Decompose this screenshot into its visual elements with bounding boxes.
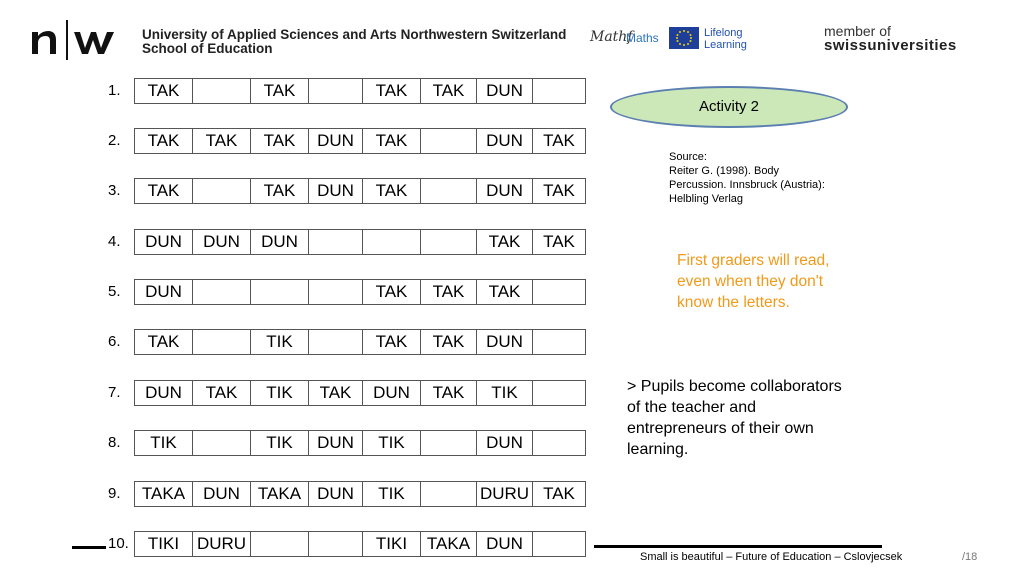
row-number: 7. <box>108 384 121 401</box>
member-of-label: member of <box>824 23 891 39</box>
row-number: 3. <box>108 182 121 199</box>
rhythm-cell: DUN <box>476 329 532 355</box>
rhythm-cell: DUN <box>308 481 362 507</box>
page-number: /18 <box>962 551 978 563</box>
rhythm-cell: TAK <box>362 128 420 154</box>
rhythm-cell: TAK <box>362 279 420 305</box>
rhythm-row <box>108 178 588 204</box>
row-number: 9. <box>108 485 121 502</box>
rhythm-cell <box>532 78 586 104</box>
rhythm-cell: TAK <box>250 78 308 104</box>
rhythm-cell: TAK <box>134 178 192 204</box>
row-number: 1. <box>108 82 121 99</box>
rhythm-cell: TAK <box>420 380 476 406</box>
rhythm-cell: TAK <box>532 229 586 255</box>
rhythm-cell: TIK <box>476 380 532 406</box>
rhythm-cell: DUN <box>134 380 192 406</box>
rhythm-cell: TAK <box>134 78 192 104</box>
lifelong-label: Lifelong <box>704 27 743 39</box>
rhythm-cell: DURU <box>476 481 532 507</box>
first-graders-note: First graders will read, even when they don't know the letters. <box>677 252 830 311</box>
footer-rule-left <box>72 546 106 549</box>
rhythm-cell: DURU <box>192 531 250 557</box>
rhythm-cell: TAK <box>192 128 250 154</box>
rhythm-row <box>108 380 588 406</box>
rhythm-cell: TIK <box>250 430 308 456</box>
rhythm-cell: TIK <box>250 329 308 355</box>
rhythm-row <box>108 531 588 557</box>
rhythm-cell: TIKI <box>362 531 420 557</box>
rhythm-cell: TAK <box>362 329 420 355</box>
rhythm-cell: DUN <box>476 531 532 557</box>
rhythm-cell <box>192 329 250 355</box>
rhythm-cell: DUN <box>362 380 420 406</box>
rhythm-cell: DUN <box>308 178 362 204</box>
rhythm-cell: TIK <box>362 481 420 507</box>
rhythm-cell: TAK <box>134 128 192 154</box>
rhythm-cell: DUN <box>250 229 308 255</box>
source-line-1: Source: <box>669 151 707 163</box>
source-citation <box>669 150 825 206</box>
rhythm-cell: DUN <box>192 229 250 255</box>
rhythm-cell: TAK <box>250 128 308 154</box>
row-number: 10. <box>108 535 129 552</box>
rhythm-cell <box>250 279 308 305</box>
rhythm-cell <box>362 229 420 255</box>
rhythm-cell <box>308 229 362 255</box>
maths-logo-script: Mathf <box>590 29 633 45</box>
source-line-3: Percussion. Innsbruck (Austria): <box>669 179 825 191</box>
rhythm-cell: TAK <box>420 329 476 355</box>
rhythm-cell <box>420 229 476 255</box>
row-number: 6. <box>108 333 121 350</box>
rhythm-cell: DUN <box>308 128 362 154</box>
rhythm-cell: TAK <box>532 128 586 154</box>
rhythm-cell: DUN <box>134 279 192 305</box>
rhythm-row <box>108 128 588 154</box>
footer-text: Small is beautiful – Future of Education – Cslovjecsek <box>640 551 903 563</box>
rhythm-cell <box>308 329 362 355</box>
row-number: 2. <box>108 132 121 149</box>
eu-flag-icon <box>669 27 699 49</box>
rhythm-cell: TAKA <box>250 481 308 507</box>
maths-logo-label: Maths <box>626 31 659 45</box>
rhythm-cell: TAK <box>134 329 192 355</box>
row-number: 4. <box>108 233 121 250</box>
school-name: School of Education <box>142 41 273 56</box>
rhythm-cell <box>192 178 250 204</box>
rhythm-cell: TAK <box>308 380 362 406</box>
rhythm-cell: TAK <box>362 178 420 204</box>
rhythm-cell: TIKI <box>134 531 192 557</box>
rhythm-cell <box>308 531 362 557</box>
rhythm-cell <box>532 430 586 456</box>
rhythm-cell <box>192 78 250 104</box>
fhnw-logo <box>30 16 122 62</box>
swissuniversities-logo: swissuniversities <box>824 37 957 54</box>
row-number: 5. <box>108 283 121 300</box>
activity-label: Activity 2 <box>698 98 759 115</box>
rhythm-cell: TIK <box>362 430 420 456</box>
rhythm-cell <box>532 531 586 557</box>
rhythm-cell <box>532 329 586 355</box>
rhythm-row <box>108 279 588 305</box>
rhythm-cell <box>192 279 250 305</box>
rhythm-row <box>108 78 588 104</box>
rhythm-cell <box>250 531 308 557</box>
rhythm-cell: DUN <box>308 430 362 456</box>
footer-rule-right <box>594 545 882 548</box>
rhythm-cell: TAK <box>420 279 476 305</box>
rhythm-cell: TAK <box>192 380 250 406</box>
rhythm-cell: TIK <box>134 430 192 456</box>
rhythm-cell: DUN <box>134 229 192 255</box>
rhythm-cell: DUN <box>476 430 532 456</box>
rhythm-cell: TAK <box>420 78 476 104</box>
rhythm-cell: DUN <box>476 128 532 154</box>
rhythm-cell <box>532 380 586 406</box>
rhythm-cell <box>420 128 476 154</box>
learning-label: Learning <box>704 39 747 51</box>
rhythm-row <box>108 430 588 456</box>
rhythm-cell: DUN <box>476 178 532 204</box>
source-line-2: Reiter G. (1998). Body <box>669 165 780 177</box>
rhythm-row <box>108 229 588 255</box>
rhythm-cell: TAK <box>532 481 586 507</box>
rhythm-cell: TAK <box>250 178 308 204</box>
rhythm-cell <box>420 430 476 456</box>
rhythm-cell: TIK <box>250 380 308 406</box>
rhythm-cell: TAK <box>532 178 586 204</box>
rhythm-cell <box>308 279 362 305</box>
rhythm-row <box>108 481 588 507</box>
row-number: 8. <box>108 434 121 451</box>
rhythm-cell: TAKA <box>134 481 192 507</box>
rhythm-cell: TAK <box>476 279 532 305</box>
rhythm-cell: TAK <box>362 78 420 104</box>
rhythm-cell: DUN <box>476 78 532 104</box>
rhythm-cell: TAKA <box>420 531 476 557</box>
rhythm-cell <box>532 279 586 305</box>
rhythm-cell <box>420 178 476 204</box>
rhythm-row <box>108 329 588 355</box>
source-line-4: Helbling Verlag <box>669 193 743 205</box>
rhythm-cell <box>420 481 476 507</box>
rhythm-cell <box>192 430 250 456</box>
rhythm-cell: DUN <box>192 481 250 507</box>
institution-name: University of Applied Sciences and Arts Northwestern Switzerland <box>142 27 567 42</box>
rhythm-cell: TAK <box>476 229 532 255</box>
rhythm-cell <box>308 78 362 104</box>
pupils-note: > Pupils become collaborators of the teacher and entrepreneurs of their own learning. <box>627 378 842 458</box>
